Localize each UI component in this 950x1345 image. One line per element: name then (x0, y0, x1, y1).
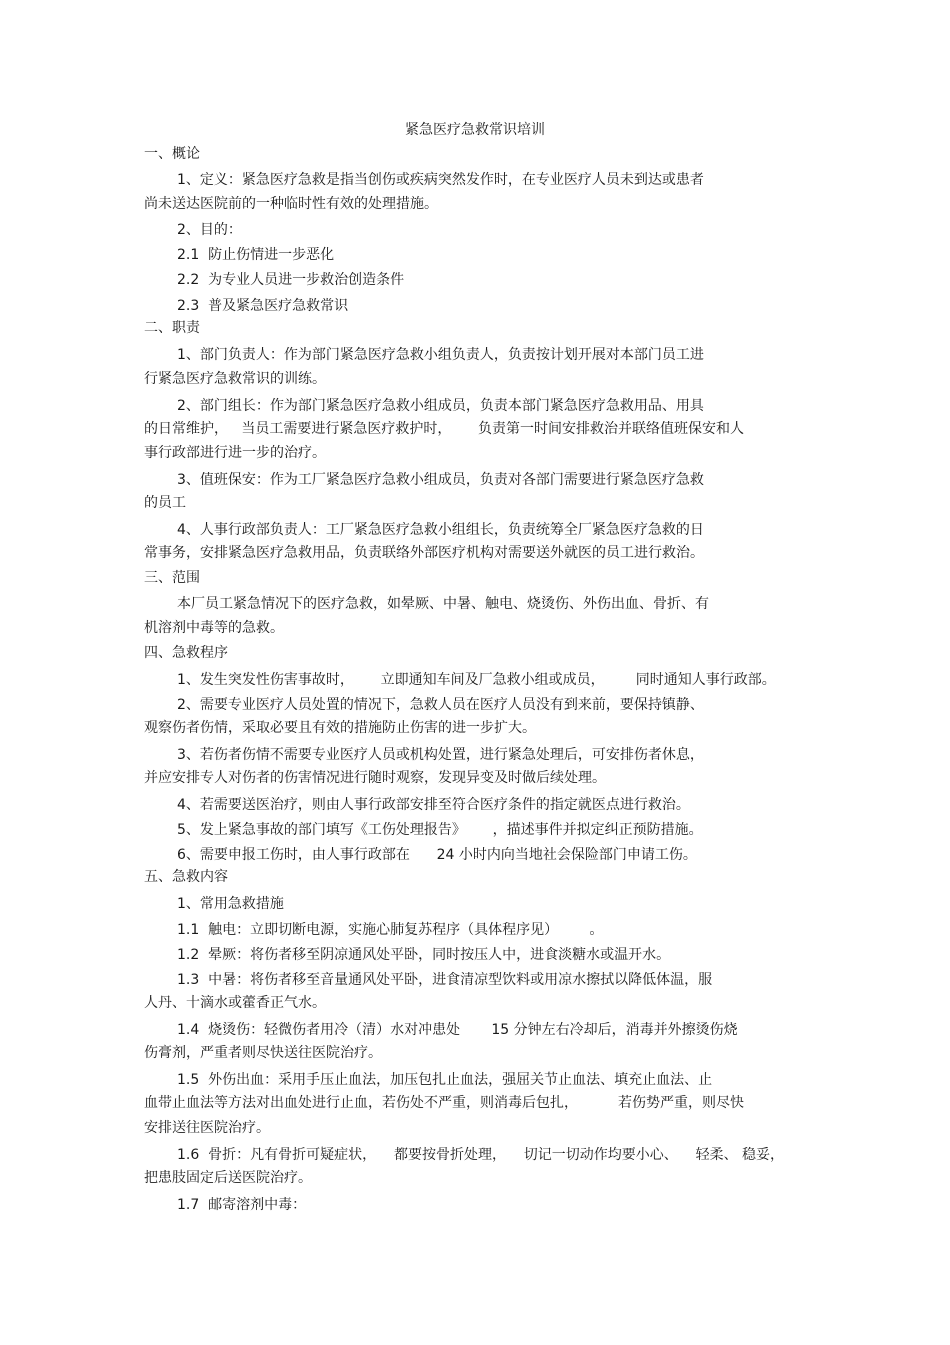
text-line: 人丹、十滴水或藿香正气水。 (144, 995, 326, 1011)
text-line: 的员工 (144, 495, 186, 511)
text-line: 3、值班保安：作为工厂紧急医疗急救小组成员，负责对各部门需要进行紧急医疗急救 (177, 472, 704, 488)
document-title: 紧急医疗急救常识培训 (405, 122, 545, 138)
text-line: 2、部门组长：作为部门紧急医疗急救小组成员，负责本部门紧急医疗急救用品、用具 (177, 398, 704, 414)
text-line: 2.1 防止伤情进一步恶化 (177, 247, 335, 263)
text-line: 安排送往医院治疗。 (144, 1120, 270, 1136)
text-line: 观察伤者伤情，采取必要且有效的措施防止伤害的进一步扩大。 (144, 720, 536, 736)
text-line: 6、需要申报工伤时，由人事行政部在 24 小时内向当地社会保险部门申请工伤。 (177, 847, 697, 863)
text-line: 的日常维护， 当员工需要进行紧急医疗救护时， 负责第一时间安排救治并联络值班保安和人 (144, 421, 745, 437)
text-line: 2、目的： (177, 222, 242, 238)
text-line: 伤膏剂，严重者则尽快送往医院治疗。 (144, 1045, 382, 1061)
section-heading-scope: 三、范围 (144, 570, 200, 586)
text-line: 1.4 烧烫伤：轻微伤者用冷（清）水对冲患处 15 分钟左右冷却后，消毒并外擦烫伤烧 (177, 1022, 738, 1038)
text-line: 事行政部进行进一步的治疗。 (144, 445, 326, 461)
text-line: 1.6 骨折：凡有骨折可疑症状， 都要按骨折处理， 切记一切动作均要小心、 轻柔、 稳妥， (177, 1147, 785, 1163)
text-line: 1.5 外伤出血：采用手压止血法，加压包扎止血法，强屈关节止血法、填充止血法、止 (177, 1072, 713, 1088)
text-line: 常事务，安排紧急医疗急救用品，负责联络外部医疗机构对需要送外就医的员工进行救治。 (144, 545, 704, 561)
text-line: 1.2 晕厥：将伤者移至阴凉通风处平卧，同时按压人中，进食淡糖水或温开水。 (177, 947, 671, 963)
text-line: 行紧急医疗急救常识的训练。 (144, 371, 326, 387)
section-heading-overview: 一、概论 (144, 146, 200, 162)
section-heading-content: 五、急救内容 (144, 869, 228, 885)
text-line: 血带止血法等方法对出血处进行止血，若伤处不严重，则消毒后包扎， 若伤势严重，则尽快 (144, 1095, 745, 1111)
text-line: 把患肢固定后送医院治疗。 (144, 1170, 312, 1186)
text-line: 2、需要专业医疗人员处置的情况下，急救人员在医疗人员没有到来前，要保持镇静、 (177, 697, 704, 713)
text-line: 1.3 中暑：将伤者移至音量通风处平卧，进食清凉型饮料或用凉水擦拭以降低体温，服 (177, 972, 713, 988)
text-line: 2.2 为专业人员进一步救治创造条件 (177, 272, 405, 288)
text-line: 机溶剂中毒等的急救。 (144, 620, 284, 636)
text-line: 1、常用急救措施 (177, 896, 284, 912)
text-line: 尚未送达医院前的一种临时性有效的处理措施。 (144, 196, 438, 212)
text-line: 5、发上紧急事故的部门填写《工伤处理报告》 ，描述事件并拟定纠正预防措施。 (177, 822, 703, 838)
text-line: 并应安排专人对伤者的伤害情况进行随时观察，发现异变及时做后续处理。 (144, 770, 606, 786)
text-line: 4、若需要送医治疗，则由人事行政部安排至符合医疗条件的指定就医点进行救治。 (177, 797, 690, 813)
section-heading-procedure: 四、急救程序 (144, 645, 228, 661)
section-heading-duties: 二、职责 (144, 320, 200, 336)
text-line: 1、发生突发性伤害事故时， 立即通知车间及厂急救小组或成员， 同时通知人事行政部。 (177, 672, 776, 688)
text-line: 本厂员工紧急情况下的医疗急救，如晕厥、中暑、触电、烧烫伤、外伤出血、骨折、有 (177, 596, 709, 612)
text-line: 1、部门负责人：作为部门紧急医疗急救小组负责人，负责按计划开展对本部门员工进 (177, 347, 704, 363)
text-line: 1.7 邮寄溶剂中毒： (177, 1197, 307, 1213)
text-line: 1、定义：紧急医疗急救是指当创伤或疾病突然发作时，在专业医疗人员未到达或患者 (177, 172, 704, 188)
text-line: 1.1 触电：立即切断电源，实施心肺复苏程序（具体程序见） 。 (177, 922, 604, 938)
text-line: 3、若伤者伤情不需要专业医疗人员或机构处置，进行紧急处理后，可安排伤者休息， (177, 747, 704, 763)
text-line: 2.3 普及紧急医疗急救常识 (177, 298, 349, 314)
text-line: 4、人事行政部负责人：工厂紧急医疗急救小组组长，负责统筹全厂紧急医疗急救的日 (177, 522, 704, 538)
